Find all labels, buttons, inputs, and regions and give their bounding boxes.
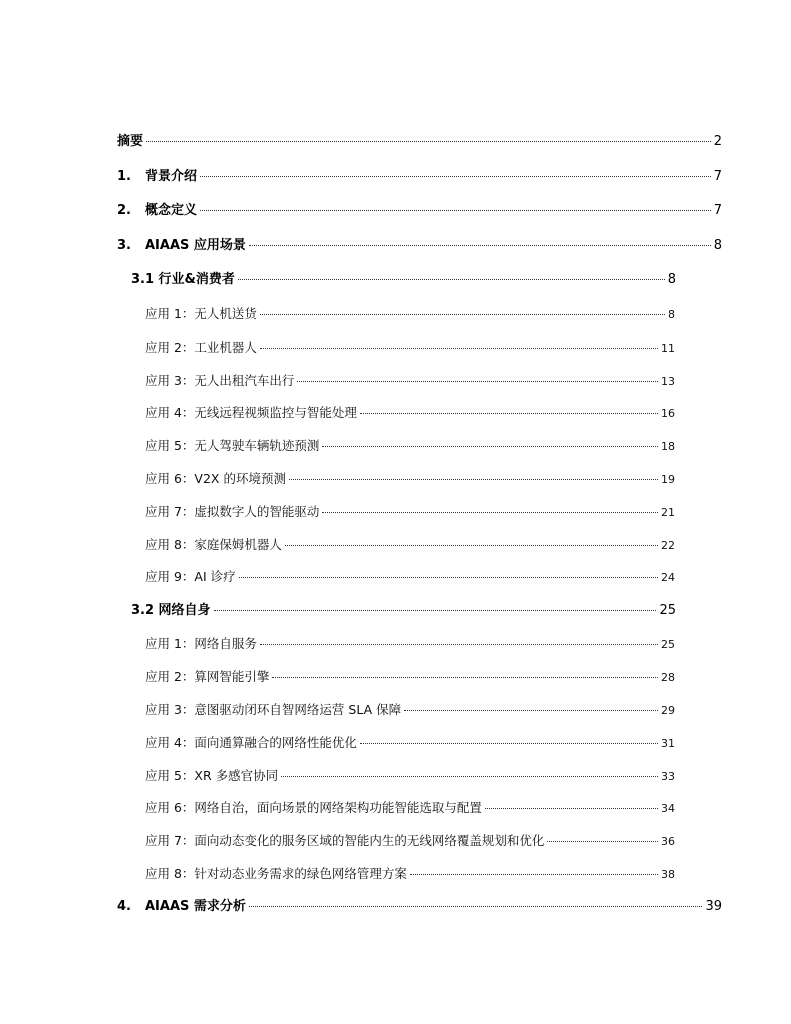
toc-title: 3.1 行业&消费者 — [131, 272, 235, 287]
toc-entry[interactable] — [145, 440, 675, 453]
toc-entry[interactable] — [145, 704, 675, 717]
toc-number: 3. — [117, 238, 131, 253]
toc-title: 应用 3：意图驱动闭环自智网络运营 SLA 保障 — [145, 702, 402, 717]
toc-title: AIAAS 应用场景 — [145, 238, 246, 253]
leader-dots — [485, 808, 658, 809]
toc-title: 应用 2：工业机器人 — [145, 340, 257, 355]
toc-title: 背景介绍 — [145, 169, 198, 184]
toc-page-number: 31 — [661, 737, 675, 750]
toc-page-number: 39 — [705, 899, 722, 914]
toc-page-number: 11 — [661, 342, 675, 355]
toc-title: 应用 5：XR 多感官协同 — [145, 768, 279, 783]
toc-page-number: 29 — [661, 704, 675, 717]
leader-dots — [260, 644, 658, 645]
toc-page-number: 33 — [661, 770, 675, 783]
toc-entry[interactable] — [117, 900, 722, 913]
toc-entry[interactable] — [145, 539, 675, 552]
toc-entry[interactable] — [131, 604, 676, 617]
toc-entry[interactable] — [145, 375, 675, 388]
toc-page-number: 7 — [713, 169, 722, 184]
leader-dots — [547, 841, 658, 842]
toc-title: 应用 1：无人机送货 — [145, 306, 257, 321]
toc-title: 应用 4：面向通算融合的网络性能优化 — [145, 735, 357, 750]
toc-entry[interactable] — [145, 638, 675, 651]
toc-title: 摘要 — [117, 134, 144, 149]
leader-dots — [322, 446, 658, 447]
leader-dots — [238, 279, 665, 280]
toc-page-number: 19 — [661, 473, 675, 486]
toc-entry[interactable] — [145, 770, 675, 783]
toc-entry[interactable] — [145, 835, 675, 848]
leader-dots — [404, 710, 658, 711]
toc-page-number: 34 — [661, 802, 675, 815]
toc-page-number: 8 — [668, 308, 675, 321]
toc-entry[interactable] — [145, 308, 675, 321]
toc-title: 应用 8：针对动态业务需求的绿色网络管理方案 — [145, 866, 407, 881]
toc-page-number: 38 — [661, 868, 675, 881]
toc-number: 1. — [117, 169, 131, 184]
toc-page-number: 21 — [661, 506, 675, 519]
toc-entry[interactable] — [145, 571, 675, 584]
toc-page-number: 28 — [661, 671, 675, 684]
leader-dots — [360, 743, 658, 744]
toc-entry[interactable] — [131, 273, 676, 286]
leader-dots — [297, 381, 658, 382]
leader-dots — [200, 210, 711, 211]
toc-page-number: 8 — [667, 272, 676, 287]
leader-dots — [272, 677, 658, 678]
toc-title: 应用 6：V2X 的环境预测 — [145, 471, 286, 486]
toc-number: 4. — [117, 899, 131, 914]
toc-title: 应用 9：AI 诊疗 — [145, 569, 236, 584]
toc-title: 3.2 网络自身 — [131, 603, 211, 618]
toc-number: 2. — [117, 203, 131, 218]
toc-page-number: 25 — [659, 603, 676, 618]
toc-page-number: 25 — [661, 638, 675, 651]
toc-page-number: 24 — [661, 571, 675, 584]
toc-title: 应用 5：无人驾驶车辆轨迹预测 — [145, 438, 320, 453]
leader-dots — [281, 776, 658, 777]
leader-dots — [260, 348, 658, 349]
toc-title: 应用 3：无人出租汽车出行 — [145, 373, 295, 388]
toc-title: 应用 8：家庭保姆机器人 — [145, 537, 282, 552]
leader-dots — [146, 141, 711, 142]
toc-entry[interactable] — [117, 204, 722, 217]
leader-dots — [322, 512, 658, 513]
toc-entry[interactable] — [117, 135, 722, 148]
toc-page-number: 7 — [713, 203, 722, 218]
leader-dots — [289, 479, 658, 480]
toc-entry[interactable] — [117, 239, 722, 252]
toc-title: AIAAS 需求分析 — [145, 899, 246, 914]
leader-dots — [360, 413, 658, 414]
toc-page-number: 22 — [661, 539, 675, 552]
toc-page-number: 16 — [661, 407, 675, 420]
toc-entry[interactable] — [145, 737, 675, 750]
toc-page-number: 2 — [713, 134, 722, 149]
toc-title: 应用 1：网络自服务 — [145, 636, 257, 651]
toc-entry[interactable] — [117, 170, 722, 183]
toc-page-number: 8 — [713, 238, 722, 253]
toc-entry[interactable] — [145, 868, 675, 881]
toc-entry[interactable] — [145, 802, 675, 815]
toc-page-number: 18 — [661, 440, 675, 453]
toc-page-number: 13 — [661, 375, 675, 388]
toc-title: 应用 7：虚拟数字人的智能驱动 — [145, 504, 320, 519]
toc-entry[interactable] — [145, 407, 675, 420]
toc-entry[interactable] — [145, 342, 675, 355]
leader-dots — [214, 610, 657, 611]
leader-dots — [410, 874, 658, 875]
leader-dots — [239, 577, 658, 578]
toc-title: 概念定义 — [145, 203, 198, 218]
leader-dots — [260, 314, 665, 315]
toc-title: 应用 4：无线远程视频监控与智能处理 — [145, 405, 357, 420]
leader-dots — [285, 545, 658, 546]
toc-page-number: 36 — [661, 835, 675, 848]
toc-entry[interactable] — [145, 671, 675, 684]
toc-entry[interactable] — [145, 473, 675, 486]
toc-title: 应用 6：网络自治，面向场景的网络架构功能智能选取与配置 — [145, 800, 482, 815]
toc-title: 应用 2：算网智能引擎 — [145, 669, 270, 684]
toc-entry[interactable] — [145, 506, 675, 519]
leader-dots — [200, 176, 711, 177]
leader-dots — [249, 245, 711, 246]
leader-dots — [249, 906, 703, 907]
toc-title: 应用 7：面向动态变化的服务区域的智能内生的无线网络覆盖规划和优化 — [145, 833, 545, 848]
